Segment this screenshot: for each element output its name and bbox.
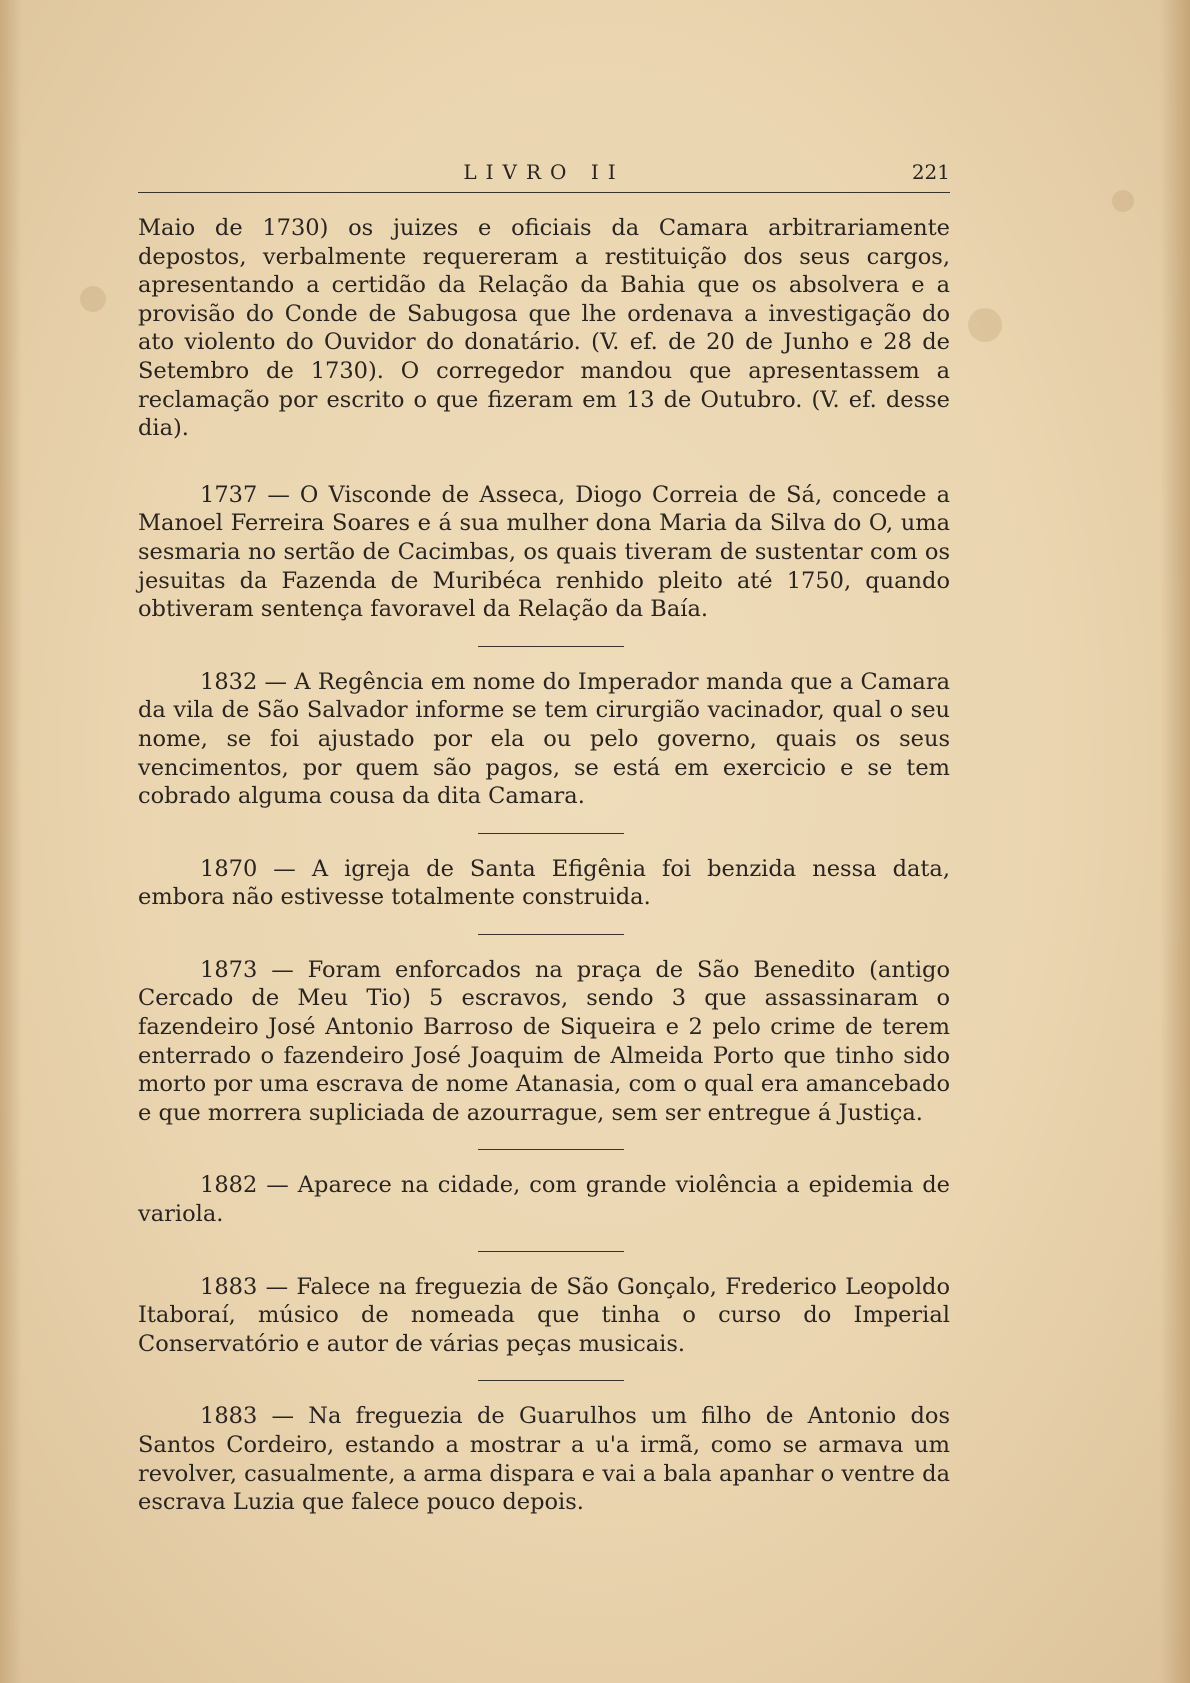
separator-rule [478, 934, 624, 935]
separator [138, 1127, 950, 1171]
paper-stain [80, 286, 106, 312]
separator [138, 912, 950, 956]
paper-stain [1112, 190, 1134, 212]
paper-stain [968, 308, 1002, 342]
separator-rule [478, 1251, 624, 1252]
separator [138, 624, 950, 668]
separator [138, 1229, 950, 1273]
entry-1832: 1832 — A Regência em nome do Imperador manda que a Camara da vila de São Salvador informe se tem cirurgião vacinador, qual o seu nome, se foi ajustado por ela ou pelo governo, quais os seus vencimentos, por quem são pagos, se está em exercicio e se tem cobrado alguma cousa da dita Camara. [138, 668, 950, 810]
running-header-title: LIVRO II [463, 160, 625, 184]
entry-1883-itaborai: 1883 — Falece na freguezia de São Gonçalo, Frederico Leopoldo Itaboraí, músico de nomeada que tinha o curso do Imperial Conservatório e autor de várias peças musicais. [138, 1273, 950, 1357]
separator-rule [478, 1380, 624, 1381]
entry-1883-guarulhos: 1883 — Na freguezia de Guarulhos um filho de Antonio dos Santos Cordeiro, estando a mostrar a u'a irmã, como se armava um revolver, casualmente, a arma dispara e vai a bala apanhar o ventre da escrava Luzia que falece pouco depois. [138, 1403, 950, 1516]
page-number: 221 [911, 160, 950, 184]
opening-paragraph: Maio de 1730) os juizes e oficiais da Camara arbitrariamente depostos, verbalmente requereram a restituição dos seus cargos, apresentando a certidão da Relação da Bahia que os absolvera e a provisão do Conde de Sabugosa que lhe ordenava a investigação do ato violento do Ouvidor do donatário. (V. ef. de 20 de Junho e 28 de Setembro de 1730). O corregedor mandou que apresentassem a reclamação por escrito o que fizeram em 13 de Outubro. (V. ef. desse dia). [138, 215, 950, 442]
entry-1882: 1882 — Aparece na cidade, com grande violência a epidemia de variola. [138, 1172, 950, 1228]
separator [138, 811, 950, 855]
separator [138, 1358, 950, 1402]
separator-rule [478, 1149, 624, 1150]
separator-rule [478, 833, 624, 834]
entry-1737: 1737 — O Visconde de Asseca, Diogo Correia de Sá, concede a Manoel Ferreira Soares e á sua mulher dona Maria da Silva do O, uma sesmaria no sertão de Cacimbas, os quais tiveram de sustentar com os jesuitas da Fazenda de Muribéca renhido pleito até 1750, quando obtiveram sentença favoravel da Relação da Baía. [138, 481, 950, 623]
page-edge-shadow-right [1160, 0, 1190, 1683]
page-body [138, 214, 950, 1517]
running-header [138, 158, 950, 193]
paragraph-gap [138, 443, 950, 481]
entry-1873: 1873 — Foram enforcados na praça de São Benedito (antigo Cercado de Meu Tio) 5 escravos, sendo 3 que assassinaram o fazendeiro José Antonio Barroso de Siqueira e 2 pelo crime de terem enterrado o fazendeiro José Joaquim de Almeida Porto que tinho sido morto por uma escrava de nome Atanasia, com o qual era amancebado e que morrera supliciada de azourrague, sem ser entregue á Justiça. [138, 956, 950, 1126]
entry-1870: 1870 — A igreja de Santa Efigênia foi benzida nessa data, embora não estivesse totalmente construida. [138, 855, 950, 911]
page-edge-shadow-left [0, 0, 22, 1683]
separator-rule [478, 646, 624, 647]
